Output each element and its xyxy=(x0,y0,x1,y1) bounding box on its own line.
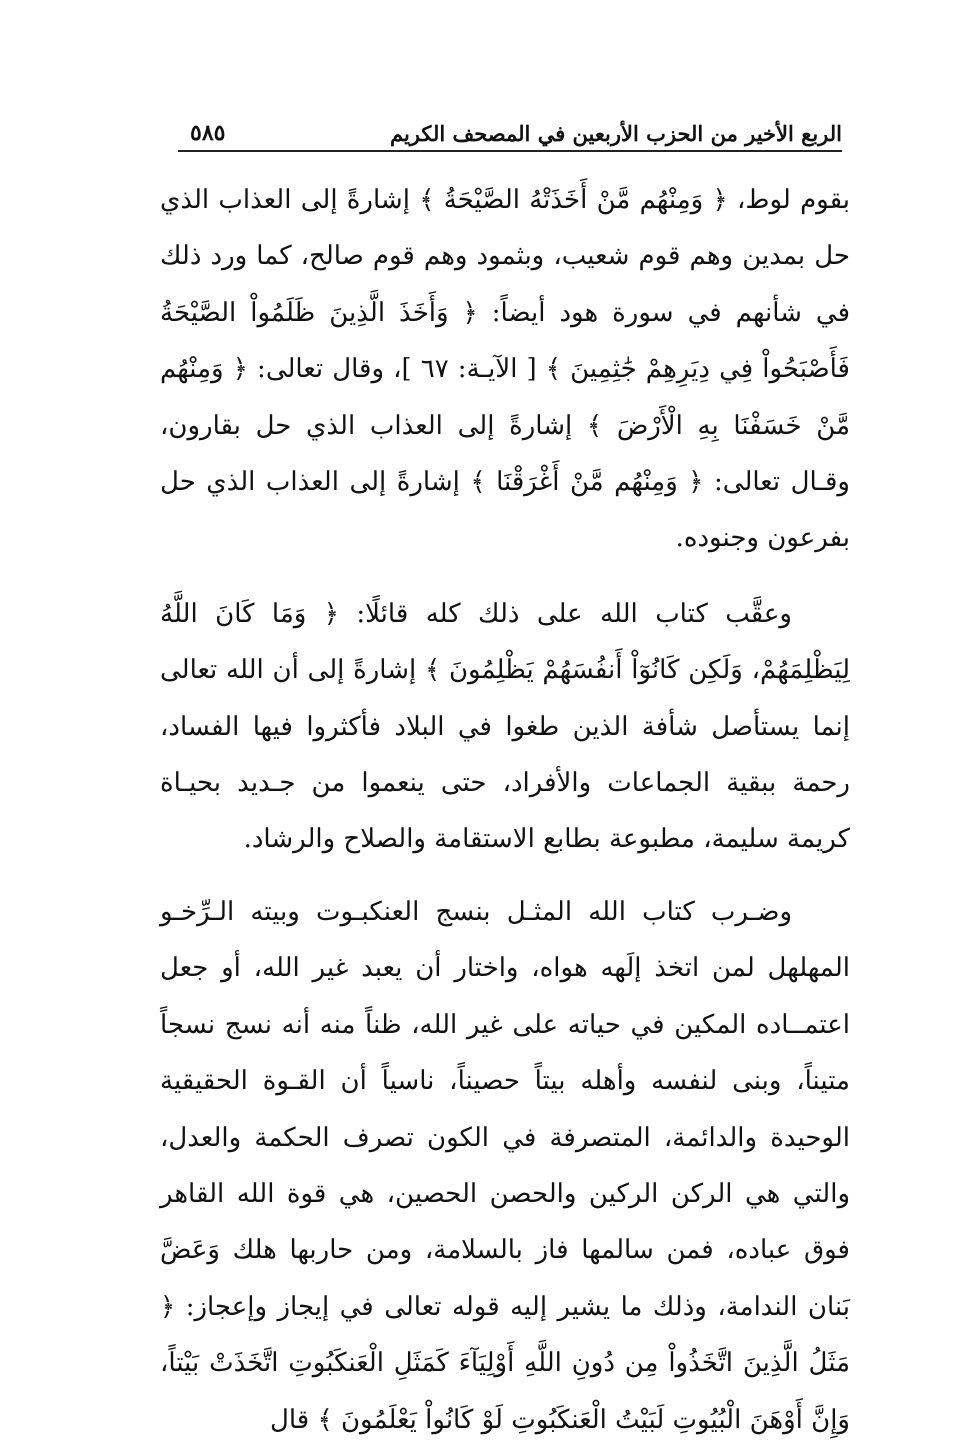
paragraph-1: بقوم لوط، ﴿ وَمِنْهُم مَّنْ أَخَذَتْهُ الصَّيْحَةُ ﴾ إشارةً إلى العذاب الذي حل بمدين وهم قوم شعيب، وبثمود وهم قوم صالح، كما ورد ذلك في شأنهم في سورة هود أيضاً: ﴿ وَأَخَذَ الَّذِينَ ظَلَمُواْ الصَّيْحَةُ فَأَصْبَحُواْ فِي دِيَرِهِمْ جَٰثِمِينَ ﴾ [ الآيـة: ٦٧ ]، وقال تعالى: ﴿ وَمِنْهُم مَّنْ خَسَفْنَا بِهِ الْأَرْضَ ﴾ إشارةً إلى العذاب الذي حل بقارون، وقـال تعالى: ﴿ وَمِنْهُم مَّنْ أَغْرَقْنَا ﴾ إشارةً إلى العذاب الذي حل بفرعون وجنوده. xyxy=(160,185,850,554)
page-number: ٥٨٥ xyxy=(190,120,226,146)
running-header xyxy=(178,110,842,152)
body-text xyxy=(160,172,850,1448)
paragraph-spacer xyxy=(160,868,850,884)
paragraph-spacer xyxy=(160,567,850,586)
running-header-title: الربع الأخير من الحزب الأربعين في المصحف الكريم xyxy=(389,121,842,146)
paragraph-3: وضـرب كتاب الله المثـل بنسج العنكبـوت وبيته الـرِّخـو المهلهل لمن اتخذ إلَهه هواه، واختار أن يعبد غير الله، أو جعل اعتمــاده المكين في حياته على غير الله، ظناً منه أنه نسج نسجاً متيناً، وبنى لنفسه وأهله بيتاً حصيناً، ناسياً أن القـوة الحقيقية الوحيدة والدائمة، المتصرفة في الكون تصرف الحكمة والعدل، والتي هي الركن الركين والحصن الحصين، هي قوة الله القاهر فوق عباده، فمن سالمها فاز بالسلامة، ومن حاربها هلك وَعَضَّ بَنان الندامة، وذلك ما يشير إليه قوله تعالى في إيجاز وإعجاز: ﴿ مَثَلُ الَّذِينَ اتَّخَذُواْ مِن دُونِ اللَّهِ أَوْلِيَآءَ كَمَثَلِ الْعَنكَبُوتِ اتَّخَذَتْ بَيْتاً، وَإِنَّ أَوْهَنَ الْبُيُوتِ لَبَيْتُ الْعَنكَبُوتِ لَوْ كَانُواْ يَعْلَمُونَ ﴾ قال xyxy=(160,896,850,1435)
paragraph-2: وعقَّب كتاب الله على ذلك كله قائلًا: ﴿ وَمَا كَانَ اللَّهُ لِيَظْلِمَهُمْ، وَلَكِن كَانُوٓاْ أَنفُسَهُمْ يَظْلِمُونَ ﴾ إشارةً إلى أن الله تعالى إنما يستأصل شأفة الذين طغوا في البلاد فأكثروا فيها الفساد، رحمة ببقية الجماعات والأفراد، حتى ينعموا من جـديد بحيـاة كريمة سليمة، مطبوعة بطابع الاستقامة والصلاح والرشاد. xyxy=(160,598,850,855)
